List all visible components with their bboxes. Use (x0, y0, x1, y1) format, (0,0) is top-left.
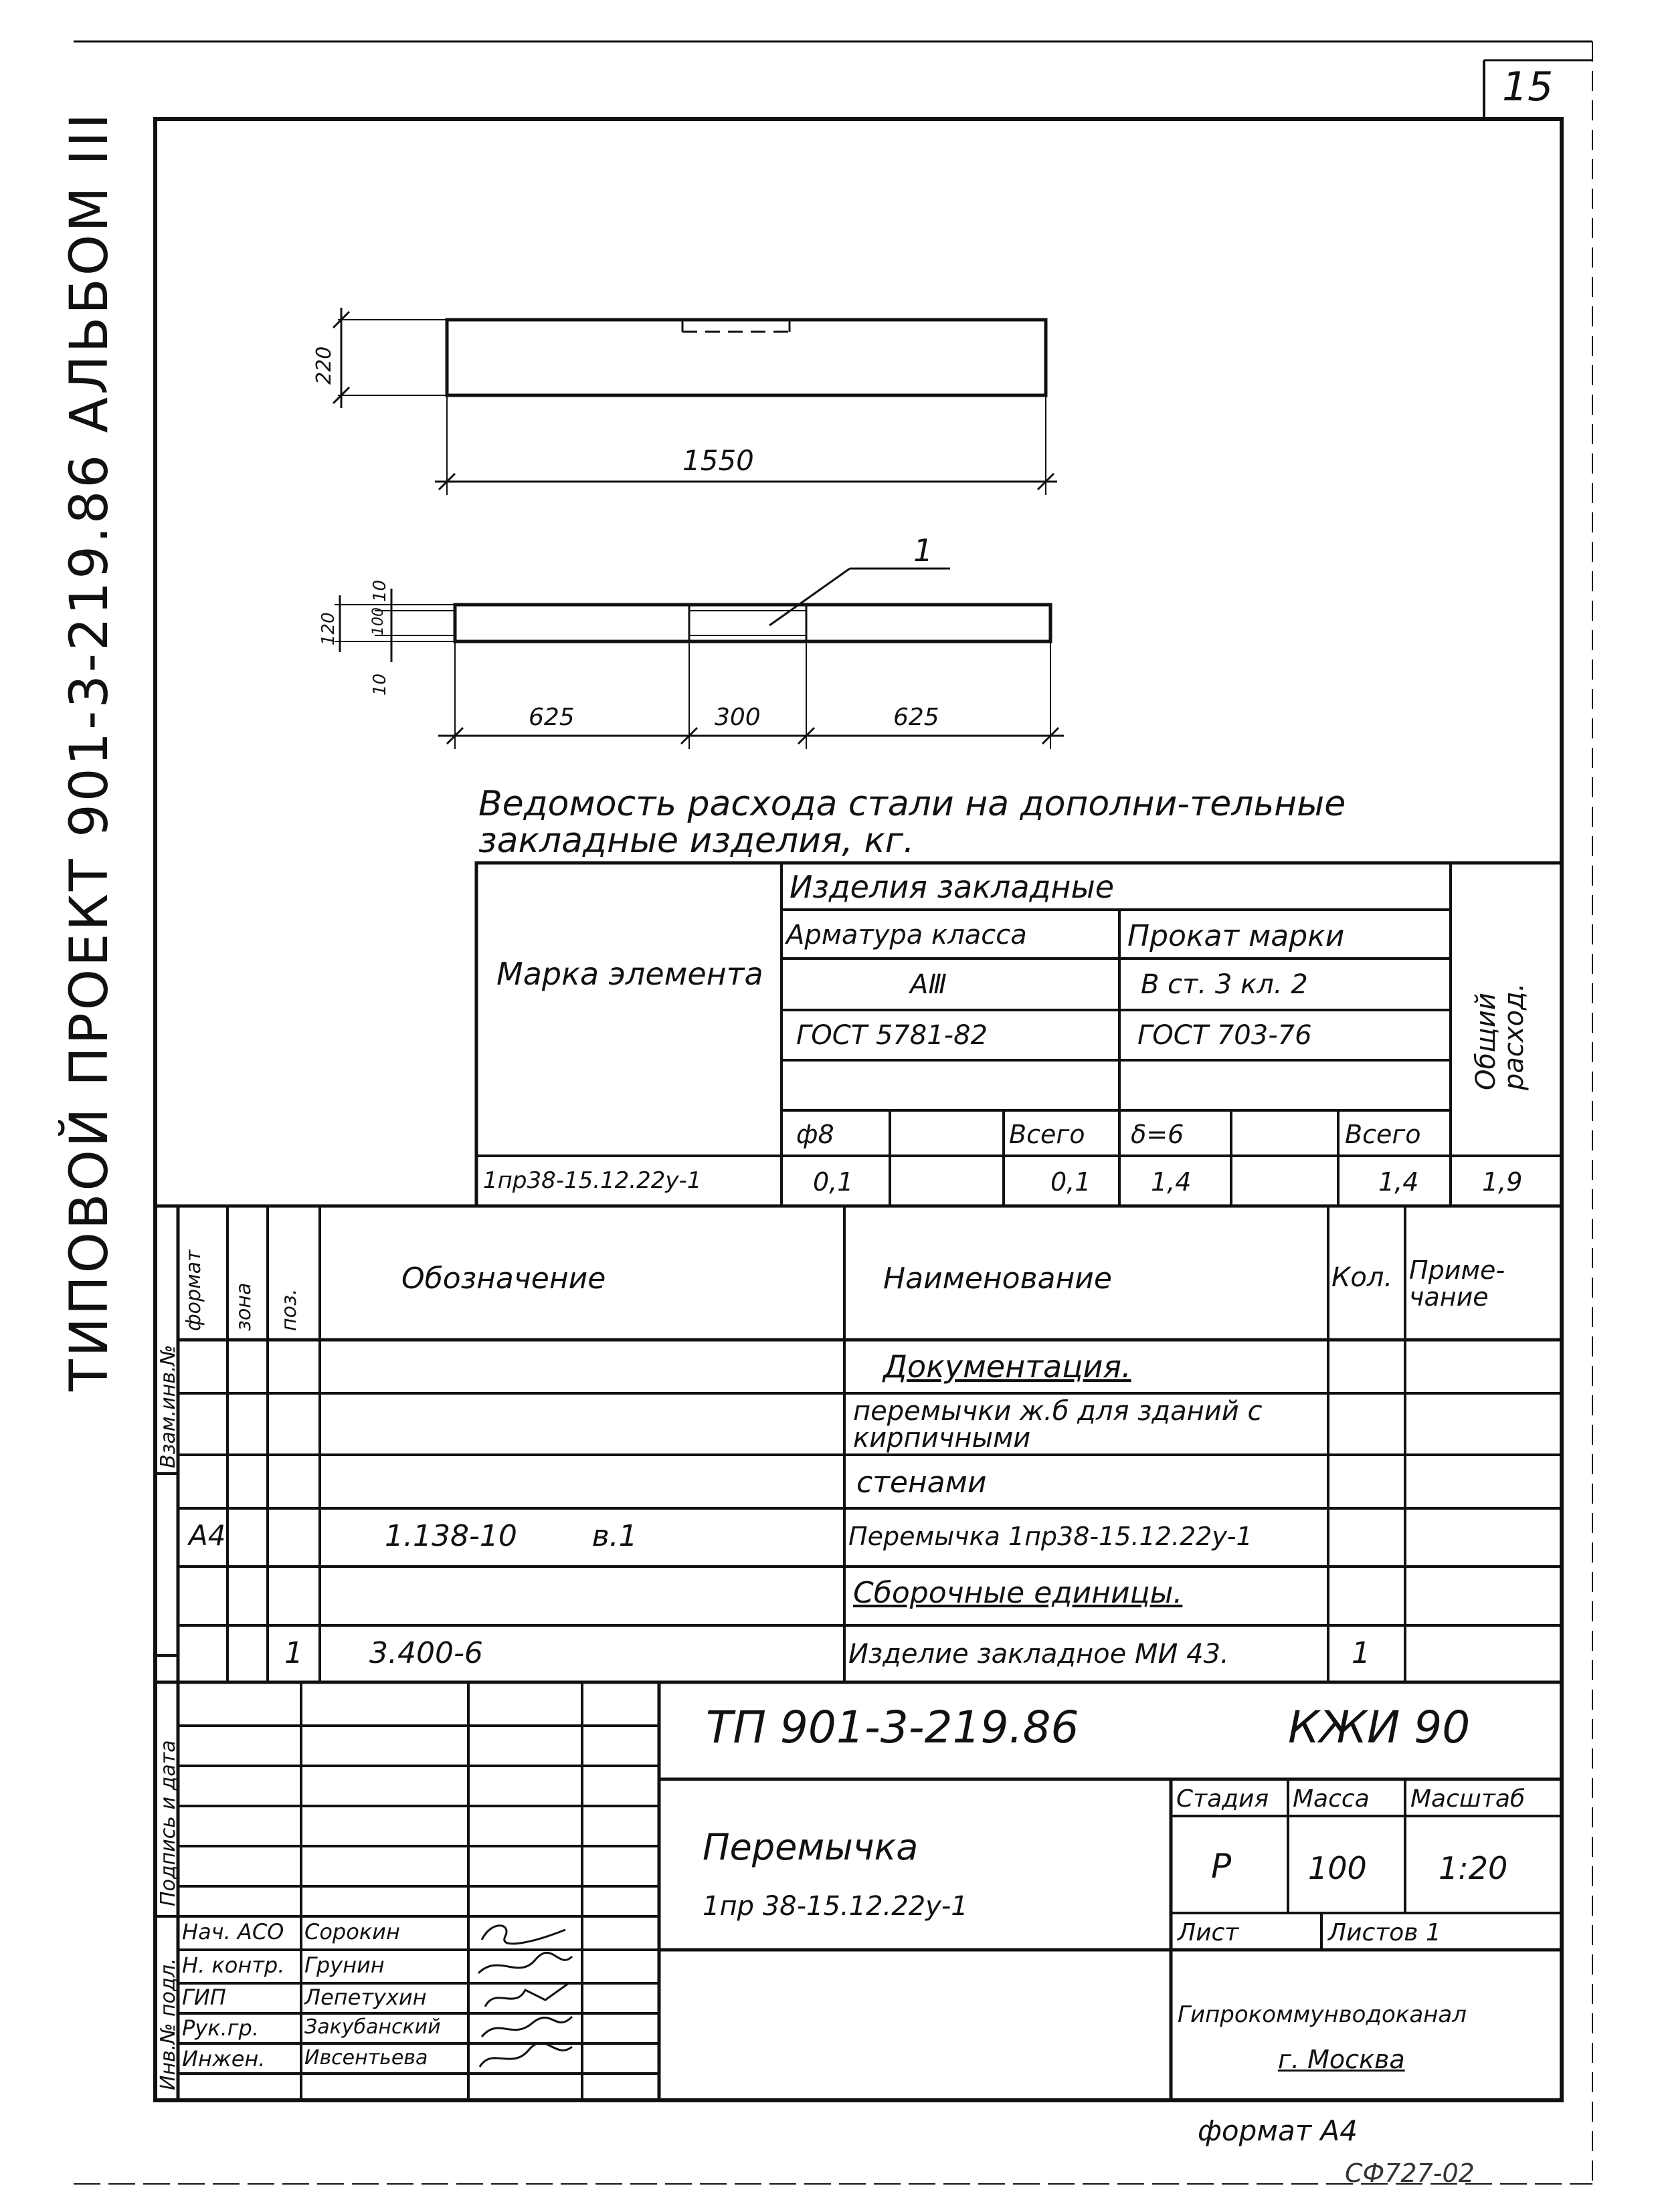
spec-head-zone: зона (232, 1282, 256, 1331)
stamp-replacement: Взам.инв.№ (157, 1344, 180, 1468)
row-mark: 1пр38-15.12.22у-1 (483, 1167, 702, 1194)
dim-seg-1: 625 (529, 704, 575, 731)
rolled-grade: В ст. 3 кл. 2 (1141, 969, 1308, 1000)
total-header: Общий расход. (1471, 983, 1530, 1090)
stamp-code: СФ727-02 (1345, 2158, 1475, 2188)
tb-org-1: Гипрокоммунводоканал (1178, 2001, 1467, 2028)
spec-row-6-qty: 1 (1352, 1636, 1370, 1670)
tb-role-3: ГИП (182, 1985, 226, 2010)
tb-stage-header: Стадия (1176, 1785, 1269, 1813)
spec-row-6-designation: 3.400-6 (369, 1636, 483, 1670)
tb-person-3: Лепетухин (304, 1985, 427, 2010)
spec-head-name: Наименование (883, 1262, 1112, 1296)
tb-code: ТП 901-3-219.86 (706, 1702, 1079, 1753)
mark-header: Марка элемента (496, 956, 763, 992)
tb-person-4: Закубанский (304, 2015, 441, 2039)
dim-seg-2: 300 (715, 704, 761, 731)
tb-mass: 100 (1308, 1850, 1367, 1886)
stamp-original-inv: Инв.№ подл. (157, 1958, 180, 2090)
tb-role-1: Нач. АСО (182, 1919, 284, 1944)
rolled-gost: ГОСТ 703-76 (1137, 1020, 1312, 1051)
spec-head-qty: Кол. (1331, 1262, 1393, 1293)
tb-sheets-label: Листов 1 (1328, 1919, 1441, 1946)
sub-d6: δ=6 (1131, 1120, 1184, 1149)
row-d6: 1,4 (1151, 1167, 1192, 1197)
tb-name-1: Перемычка (703, 1826, 919, 1868)
tb-person-5: Ивсентьева (304, 2046, 428, 2070)
row-rolled-total: 1,4 (1378, 1167, 1419, 1197)
spec-row-2-name: перемычки ж.б для зданий с кирпичными (853, 1396, 1263, 1453)
tb-org-2: г. Москва (1278, 2045, 1405, 2074)
dim-side-120: 120 (318, 612, 339, 645)
row-rebar-total: 0,1 (1050, 1167, 1091, 1197)
spec-head-pos: поз. (278, 1288, 301, 1331)
sub-d8: ф8 (796, 1120, 834, 1149)
tb-role-4: Рук.гр. (182, 2015, 260, 2041)
side-title: ТИПОВОЙ ПРОЕКТ 901-3-219.86 АЛЬБОМ III (60, 110, 120, 1391)
rebar-header: Арматура класса (786, 920, 1027, 950)
tb-scale-header: Масштаб (1410, 1785, 1526, 1813)
tb-stage: Р (1211, 1847, 1232, 1886)
spec-row-6-pos: 1 (284, 1636, 303, 1670)
sub-total-rolled: Всего (1345, 1120, 1421, 1149)
spec-row-3-name: стенами (856, 1466, 987, 1500)
tb-role-5: Инжен. (182, 2046, 266, 2072)
spec-head-note: Приме-чание (1409, 1255, 1505, 1312)
tb-person-2: Грунин (304, 1952, 385, 1978)
spec-row-4-designation: 1.138-10 в.1 (385, 1519, 638, 1553)
sheet-number: 15 (1502, 64, 1554, 110)
steel-table-title: Ведомость расхода стали на дополни-тельные закладные изделия, кг. (478, 784, 1346, 861)
dim-height: 220 (312, 346, 336, 385)
signature-scribbles (472, 1916, 579, 2074)
format-note: формат А4 (1198, 2114, 1358, 2147)
dim-side-10a: 10 (370, 579, 390, 602)
sub-total-rebar: Всего (1009, 1120, 1085, 1149)
stamp-signature-date: Подпись и дата (157, 1740, 180, 1906)
tb-sheet-label: Лист (1178, 1919, 1239, 1946)
spec-row-5-name: Сборочные единицы. (853, 1576, 1183, 1610)
spec-head-format: формат (182, 1249, 205, 1331)
tb-person-1: Сорокин (304, 1919, 400, 1944)
tb-scale: 1:20 (1439, 1850, 1508, 1886)
spec-row-6-name: Изделие закладное МИ 43. (848, 1639, 1229, 1670)
dim-side-10b: 10 (370, 673, 390, 696)
rebar-gost: ГОСТ 5781-82 (796, 1020, 988, 1051)
tb-doc-code: КЖИ 90 (1288, 1702, 1471, 1753)
row-d8: 0,1 (813, 1167, 854, 1197)
dim-length: 1550 (682, 444, 754, 477)
tb-mass-header: Масса (1293, 1785, 1370, 1813)
row-total: 1,9 (1482, 1167, 1523, 1197)
group-header: Изделия закладные (790, 869, 1115, 905)
spec-row-1-name: Документация. (883, 1348, 1131, 1385)
tb-name-2: 1пр 38-15.12.22у-1 (703, 1891, 968, 1922)
spec-head-designation: Обозначение (401, 1262, 606, 1296)
spec-row-4-name: Перемычка 1пр38-15.12.22у-1 (848, 1522, 1253, 1551)
dim-seg-3: 625 (893, 704, 939, 731)
spec-row-4-format: А4 (189, 1519, 226, 1552)
tb-role-2: Н. контр. (182, 1952, 285, 1978)
dim-side-100: 100 (370, 607, 387, 635)
rebar-class: АⅢ (910, 969, 947, 1000)
callout-label: 1 (913, 532, 933, 569)
rolled-header: Прокат марки (1127, 919, 1345, 953)
